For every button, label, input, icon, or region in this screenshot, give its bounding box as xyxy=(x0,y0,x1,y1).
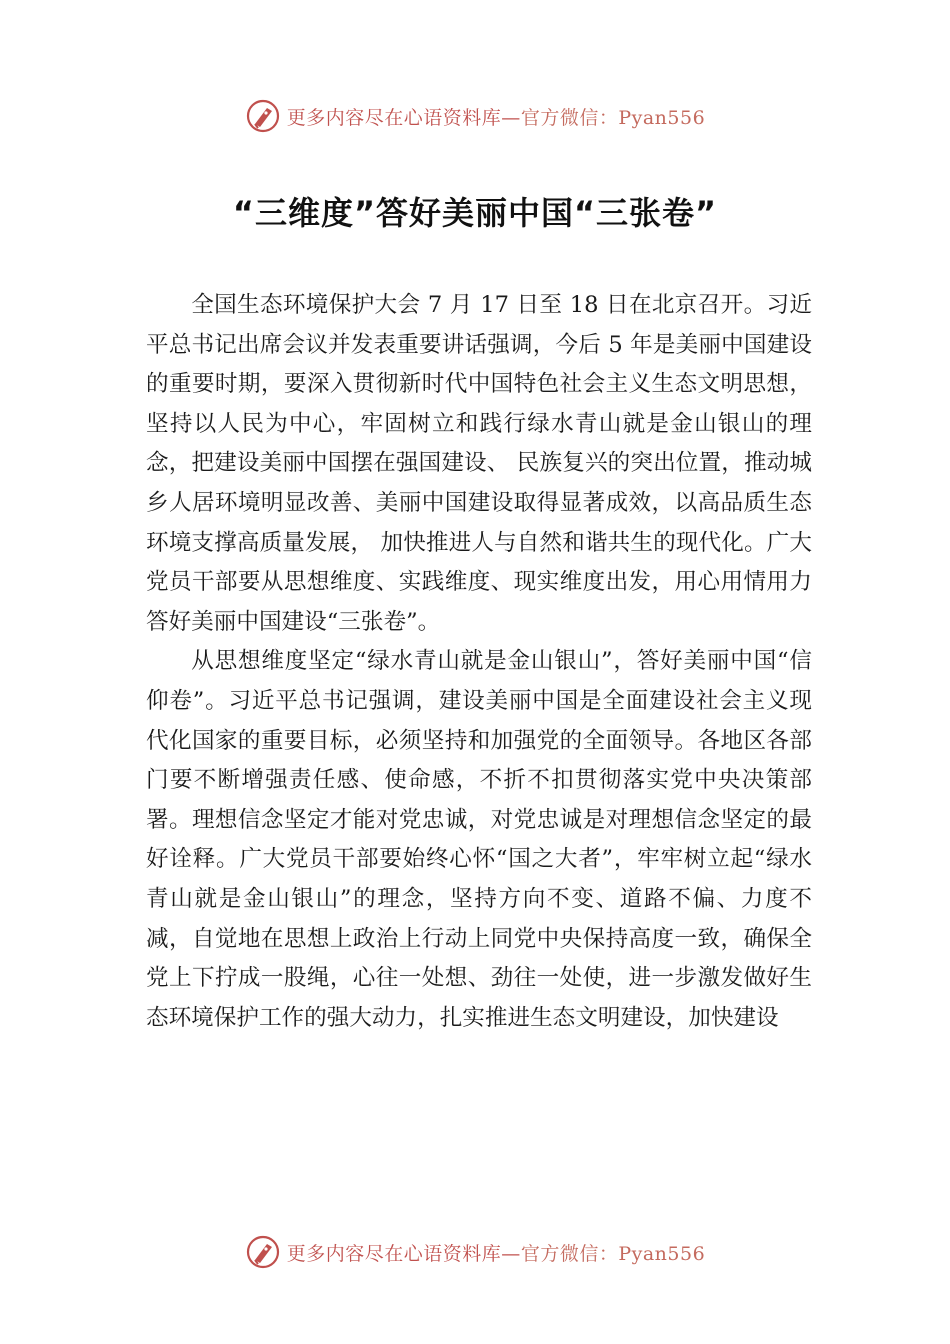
wechat-id: Pyan556 xyxy=(618,1242,706,1265)
paragraph-1: 全国生态环境保护大会 7 月 17 日至 18 日在北京召开。习近平总书记出席会议并发表重要讲话强调，今后 5 年是美丽中国建设的重要时期，要深入贯彻新时代中国特色社会主义生态文明思想，坚持以人民为中心，牢固树立和践行绿水青山就是金山银山的理念，把建设美丽中国摆在强国建设、 民族复兴的突出位置，推动城乡人居环境明显改善、美丽中国建设取得显著成效，以高品质生态环境支撑高质量发展， 加快推进人与自然和谐共生的现代化。广大党员干部要从思想维度、实践维度、现实维度出发，用心用情用力答好美丽中国建设“三张卷”。 xyxy=(146,292,812,635)
wechat-id: Pyan556 xyxy=(618,106,706,129)
pen-nib-circle-icon xyxy=(245,1234,281,1270)
banner-text xyxy=(287,103,705,130)
document-title: “三维度”答好美丽中国“三张卷” xyxy=(232,194,718,232)
paragraph-2: 从思想维度坚定“绿水青山就是金山银山”，答好美丽中国“信仰卷”。习近平总书记强调，建设美丽中国是全面建设社会主义现代化国家的重要目标，必须坚持和加强党的全面领导。各地区各部门要不断增强责任感、使命感，不折不扣贯彻落实党中央决策部署。理想信念坚定才能对党忠诚，对党忠诚是对理想信念坚定的最好诠释。广大党员干部要始终心怀“国之大者”，牢牢树立起“绿水青山就是金山银山”的理念，坚持方向不变、道路不偏、力度不减，自觉地在思想上政治上行动上同党中央保持高度一致，确保全党上下拧成一股绳，心往一处想、劲往一处使，进一步激发做好生态环境保护工作的强大动力，扎实推进生态文明建设，加快建设 xyxy=(146,648,812,1031)
footer-banner xyxy=(0,1232,950,1272)
banner-slogan: 更多内容尽在心语资料库— xyxy=(286,1242,521,1265)
header-banner xyxy=(0,96,950,136)
banner-content xyxy=(245,98,705,134)
pen-nib-circle-icon xyxy=(245,98,281,134)
banner-text xyxy=(287,1239,705,1266)
wechat-label: 官方微信： xyxy=(520,106,619,129)
banner-content xyxy=(245,1234,705,1270)
banner-slogan: 更多内容尽在心语资料库— xyxy=(286,106,521,129)
document-body xyxy=(146,286,812,1038)
wechat-label: 官方微信： xyxy=(520,1242,619,1265)
